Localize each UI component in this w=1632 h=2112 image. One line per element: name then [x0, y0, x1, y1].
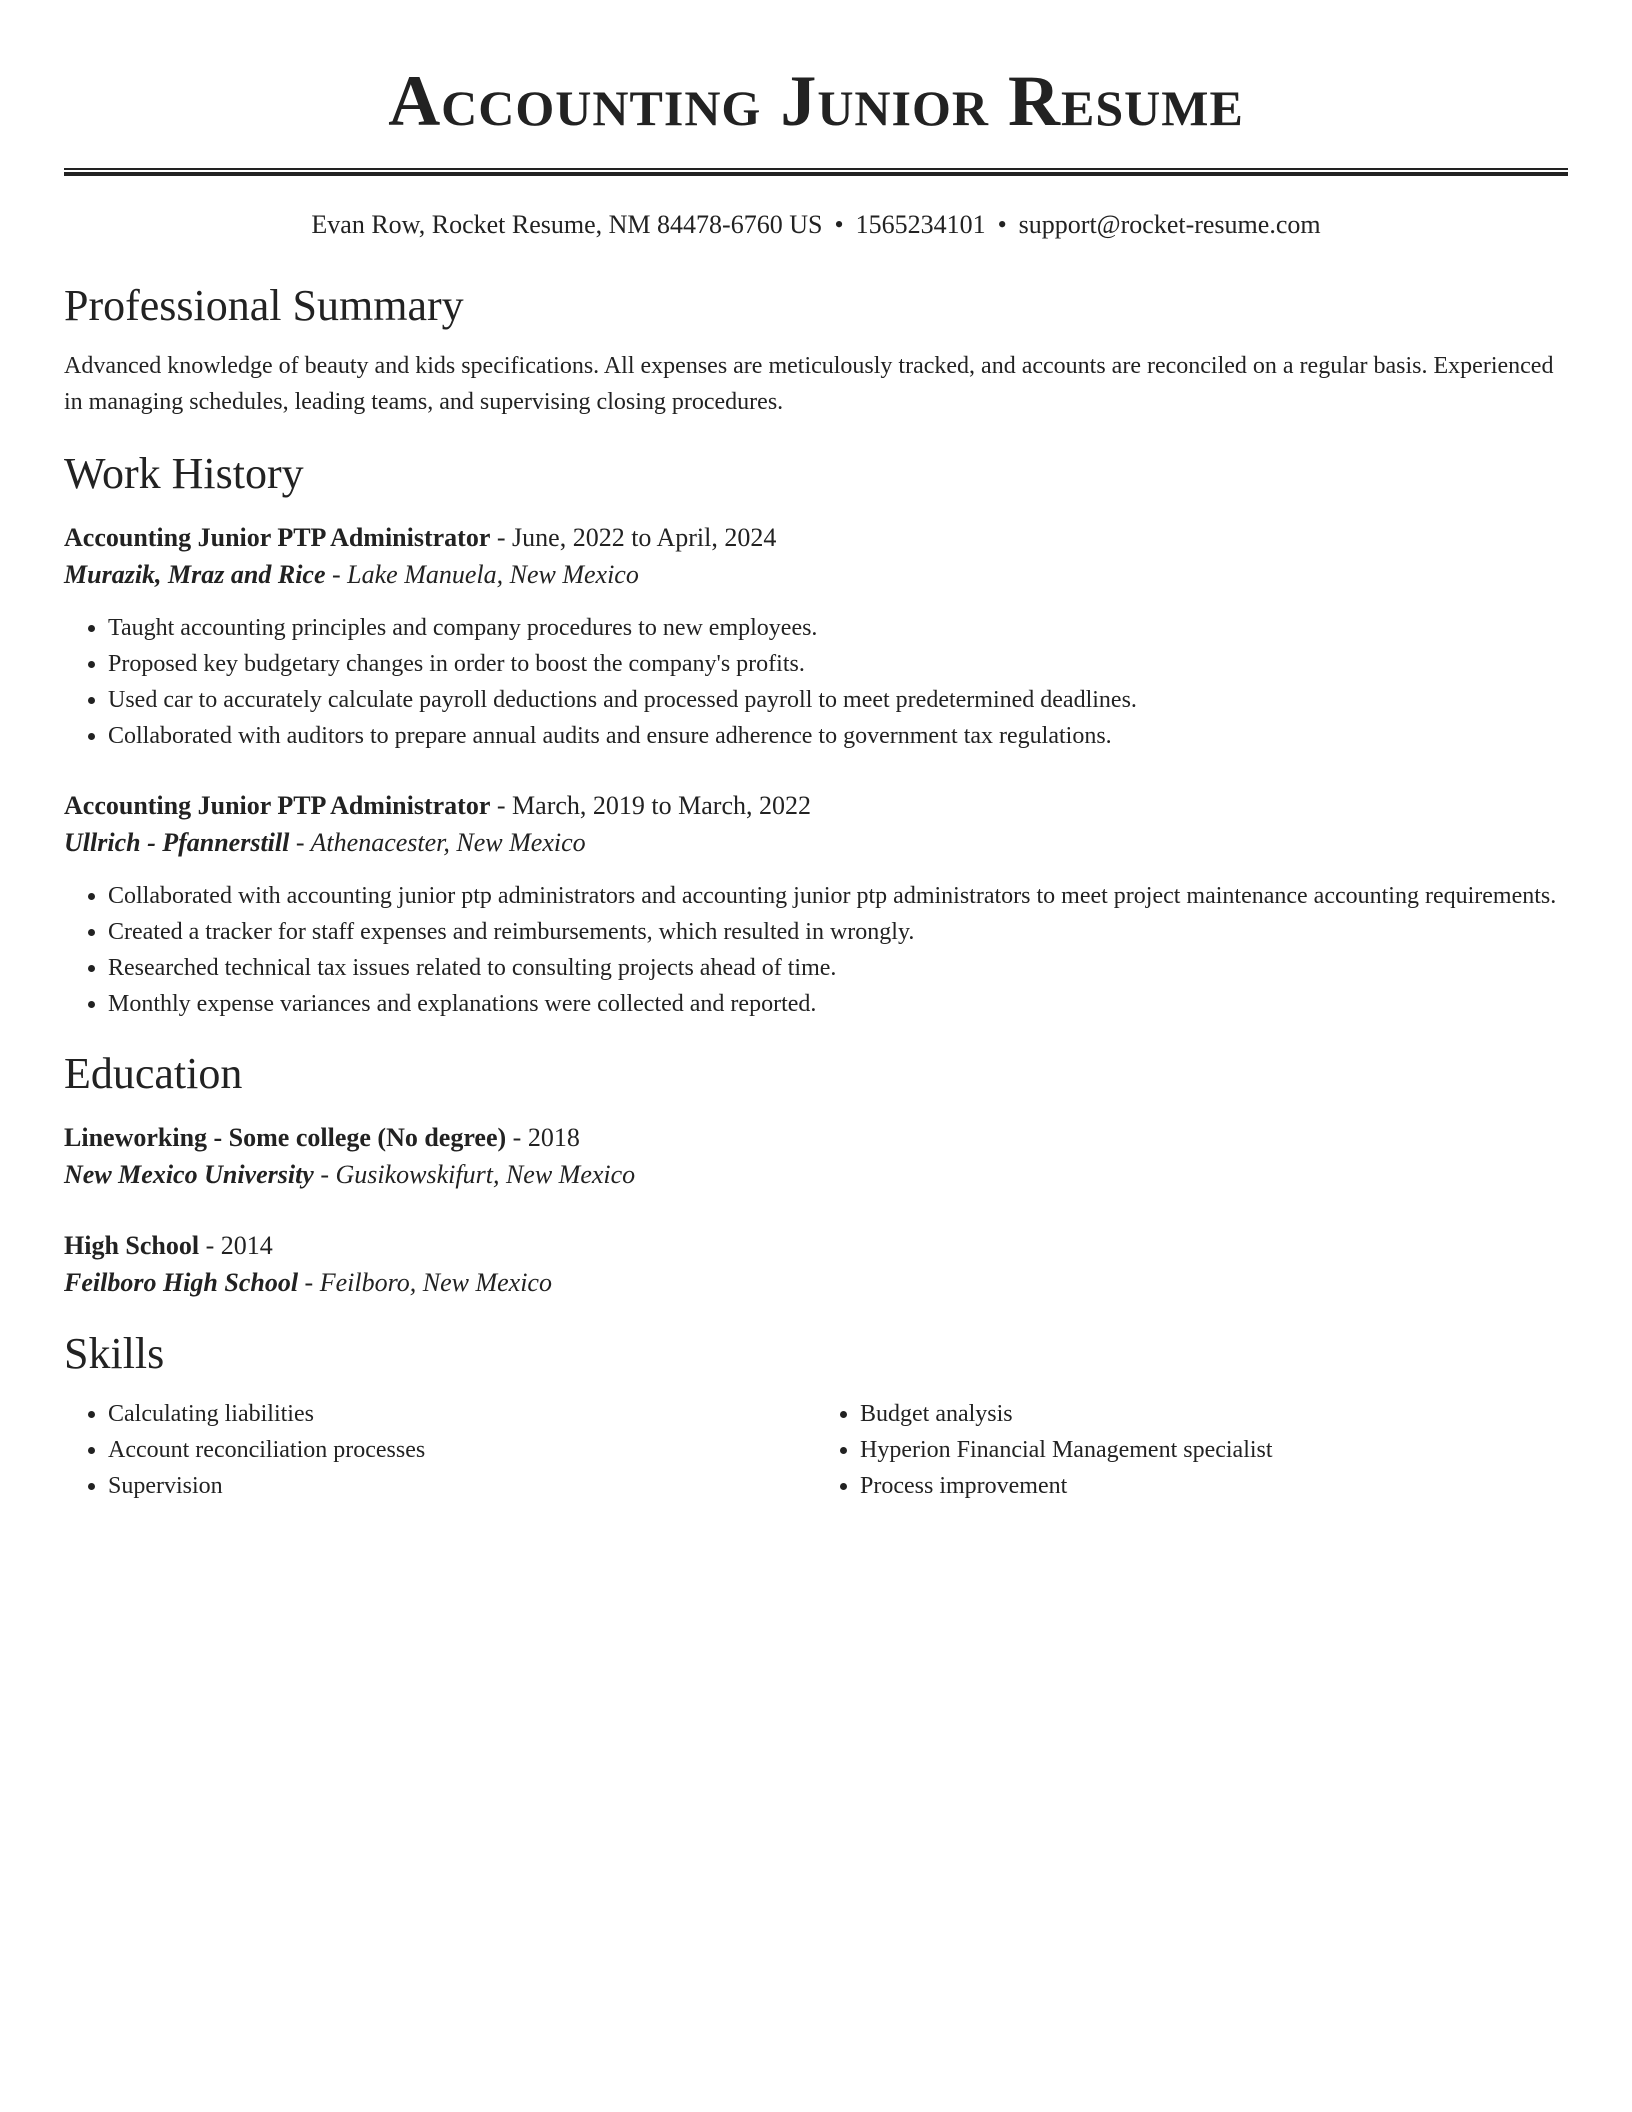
education-degree: Lineworking - Some college (No degree) [64, 1123, 507, 1152]
job-employer [64, 556, 1568, 594]
education-location: - Gusikowskifurt, New Mexico [313, 1160, 636, 1189]
job-employer [64, 824, 1568, 862]
job-dates: - March, 2019 to March, 2022 [490, 791, 811, 820]
contact-separator: • [834, 210, 844, 239]
job-entry [64, 520, 1568, 754]
job-location: - Athenacester, New Mexico [289, 828, 586, 857]
job-duties [64, 610, 1568, 754]
education-institution [64, 1264, 1568, 1302]
job-duty: • Monthly expense variances and explanations were collected and reported. [108, 986, 1568, 1022]
job-header [64, 788, 1568, 824]
education-year: - 2018 [506, 1123, 580, 1152]
skills-column-left [64, 1396, 816, 1504]
contact-email: support@rocket-resume.com [1018, 210, 1321, 239]
job-title: Accounting Junior PTP Administrator [64, 791, 491, 820]
skills-column-right [816, 1396, 1568, 1504]
skills-grid [64, 1396, 1568, 1504]
skills-section [64, 1328, 1568, 1504]
work-history-section [64, 448, 1568, 1022]
job-duties [64, 878, 1568, 1022]
education-year: - 2014 [199, 1231, 273, 1260]
job-company: Murazik, Mraz and Rice [64, 560, 326, 589]
job-duty: • Created a tracker for staff expenses and reimbursements, which resulted in wrongly. [108, 914, 1568, 950]
education-school: New Mexico University [64, 1160, 314, 1189]
resume-page [64, 0, 1568, 1504]
contact-phone: 1565234101 [855, 210, 986, 239]
education-section [64, 1048, 1568, 1302]
education-degree: High School [64, 1231, 200, 1260]
job-duty: • Collaborated with accounting junior ptp administrators and accounting junior ptp administrators to meet project maintenance accounting requirements. [108, 878, 1568, 914]
education-entry [64, 1228, 1568, 1302]
summary-heading: Professional Summary [64, 281, 464, 330]
job-entry [64, 788, 1568, 1022]
job-duty: • Researched technical tax issues related to consulting projects ahead of time. [108, 950, 1568, 986]
job-duty: • Collaborated with auditors to prepare annual audits and ensure adherence to government tax regulations. [108, 718, 1568, 754]
education-institution [64, 1156, 1568, 1194]
skill-item: • Hyperion Financial Management specialist [860, 1432, 1568, 1468]
job-duty: • Proposed key budgetary changes in order to boost the company's profits. [108, 646, 1568, 682]
skill-item: • Process improvement [860, 1468, 1568, 1504]
contact-separator: • [997, 210, 1007, 239]
education-heading: Education [64, 1049, 243, 1098]
education-entry [64, 1120, 1568, 1194]
title-divider [64, 168, 1568, 176]
job-dates: - June, 2022 to April, 2024 [490, 523, 777, 552]
job-header [64, 520, 1568, 556]
job-duty: • Used car to accurately calculate payroll deductions and processed payroll to meet predetermined deadlines. [108, 682, 1568, 718]
contact-line [64, 208, 1568, 242]
resume-title: Accounting Junior Resume [388, 61, 1244, 141]
summary-section [64, 280, 1568, 420]
work-history-heading: Work History [64, 449, 304, 498]
education-header [64, 1228, 1568, 1264]
education-location: - Feilboro, New Mexico [298, 1268, 552, 1297]
contact-address: Evan Row, Rocket Resume, NM 84478-6760 US [311, 210, 823, 239]
job-company: Ullrich - Pfannerstill [64, 828, 290, 857]
skill-item: • Account reconciliation processes [108, 1432, 816, 1468]
education-header [64, 1120, 1568, 1156]
skill-item: • Calculating liabilities [108, 1396, 816, 1432]
job-title: Accounting Junior PTP Administrator [64, 523, 491, 552]
skills-heading: Skills [64, 1329, 165, 1378]
skill-item: • Supervision [108, 1468, 816, 1504]
education-school: Feilboro High School [64, 1268, 299, 1297]
skill-item: • Budget analysis [860, 1396, 1568, 1432]
job-location: - Lake Manuela, New Mexico [325, 560, 639, 589]
summary-text: Advanced knowledge of beauty and kids specifications. All expenses are meticulously tracked, and accounts are reconciled on a regular basis. Experienced in managing schedules, leading teams, and supervising closing procedures. [64, 353, 1554, 415]
job-duty: • Taught accounting principles and company procedures to new employees. [108, 610, 1568, 646]
